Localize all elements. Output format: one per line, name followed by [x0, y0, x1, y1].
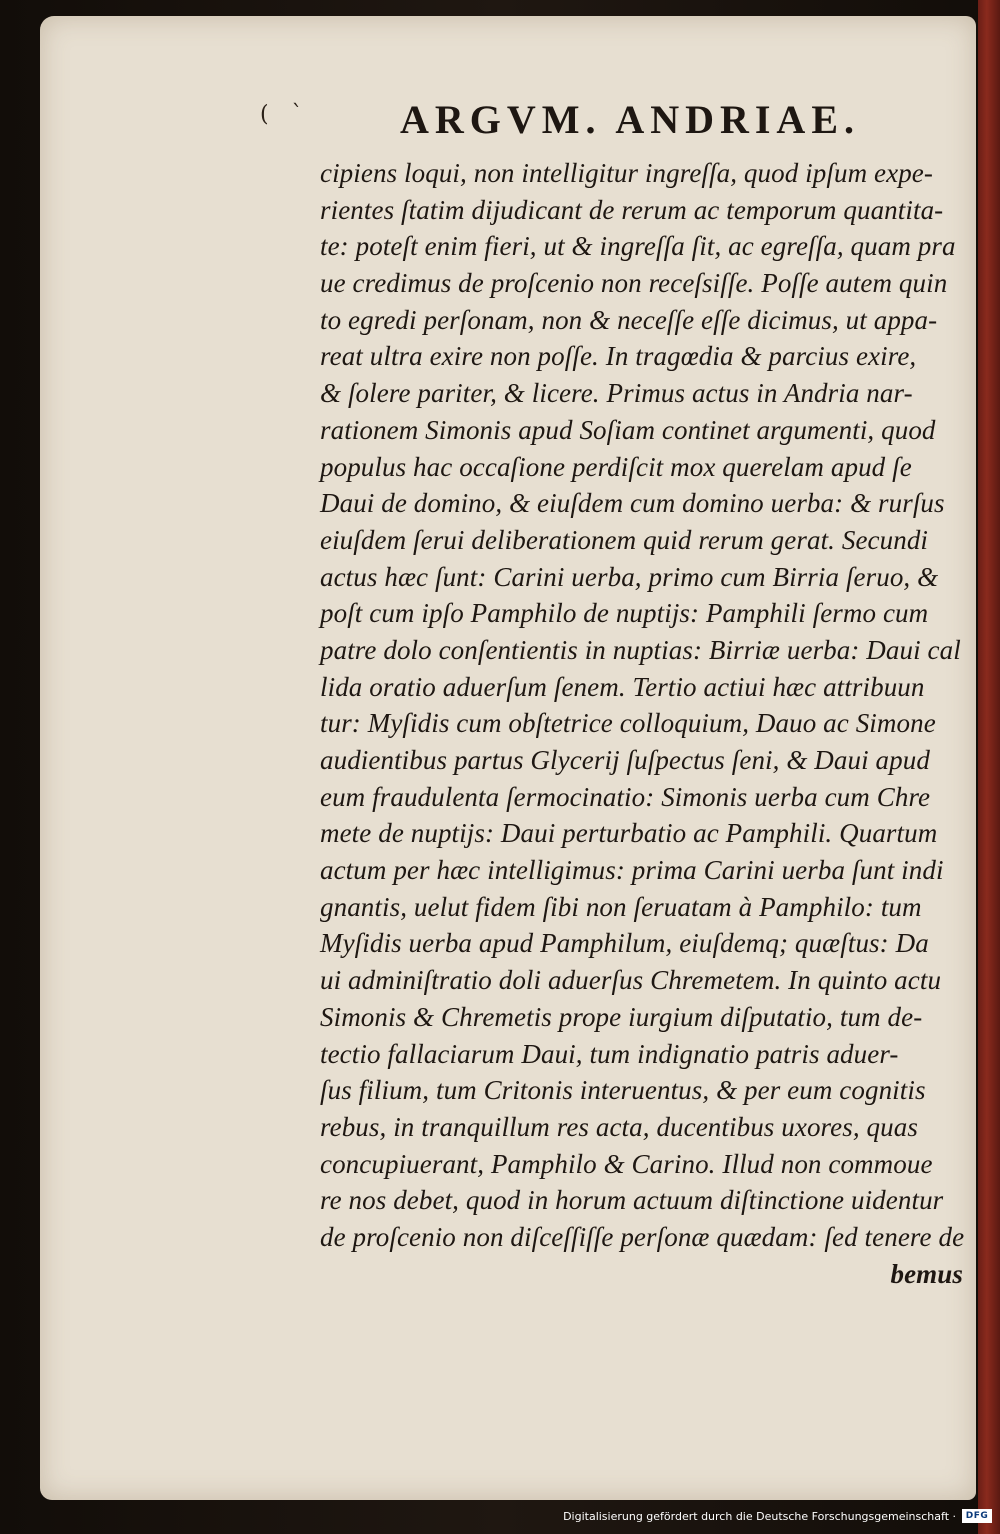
text-line: rationem Simonis apud Soſiam continet argumenti, quod: [320, 414, 936, 445]
text-line: actum per hæc intelligimus: prima Carini uerba ſunt indi: [320, 855, 944, 886]
text-line: ui adminiſtratio doli aduerſus Chremetem. In quinto actu: [320, 965, 942, 996]
text-line: to egredi perſonam, non & neceſſe eſſe dicimus, ut appa-: [320, 304, 938, 335]
text-line: actus hæc ſunt: Carini uerba, primo cum Birria ſeruo, &: [320, 561, 939, 592]
text-line: tur: Myſidis cum obſtetrice colloquium, Dauo ac Simone: [320, 708, 936, 739]
text-line: eiuſdem ſerui deliberationem quid rerum gerat. Secundi: [320, 524, 929, 555]
text-line: ſus filium, tum Critonis interuentus, & per eum cognitis: [320, 1075, 926, 1106]
text-line: populus hac occaſione perdiſcit mox querelam apud ſe: [320, 451, 912, 482]
dfg-logo-icon: DFG: [962, 1509, 992, 1523]
text-line: Myſidis uerba apud Pamphilum, eiuſdemq; quæſtus: Da: [320, 928, 929, 959]
text-line: lida oratio aduerſum ſenem. Tertio actiui hæc attribuun: [320, 671, 925, 702]
text-line: Simonis & Chremetis prope iurgium diſputatio, tum de-: [320, 1001, 923, 1032]
body-text: [320, 155, 975, 1295]
text-line: mete de nuptijs: Daui perturbatio ac Pamphili. Quartum: [320, 818, 938, 849]
text-line: gnantis, uelut fidem ſibi non ſeruatam à Pamphilo: tum: [320, 891, 922, 922]
text-line: tectio fallaciarum Daui, tum indignatio patris aduer-: [320, 1038, 899, 1069]
text-line: & ſolere pariter, & licere. Primus actus in Andria nar-: [320, 378, 913, 409]
text-line: Daui de domino, & eiuſdem cum domino uerba: & rurſus: [320, 488, 945, 519]
running-title: ARGVM. ANDRIAE.: [400, 97, 860, 142]
text-line: cipiens loqui, non intelligitur ingreſſa, quod ipſum expe-: [320, 158, 933, 188]
text-line: concupiuerant, Pamphilo & Carino. Illud non commoue: [320, 1148, 933, 1179]
digitization-credit: [563, 1504, 992, 1528]
text-line: audientibus partus Glycerij ſuſpectus ſeni, & Daui apud: [320, 745, 930, 775]
running-head: [40, 96, 976, 146]
text-line: de proſcenio non diſceſſiſſe perſonæ quædam: ſed tenere de: [320, 1221, 965, 1252]
text-line: te: poteſt enim fieri, ut & ingreſſa ſit, ac egreſſa, quam pra: [320, 231, 956, 262]
text-line: re nos debet, quod in horum actuum diſtinctione uidentur: [320, 1185, 944, 1216]
binding-edge: [978, 0, 1000, 1534]
text-line: reat ultra exire non poſſe. In tragœdia & parcius exire,: [320, 341, 917, 372]
page-content: [40, 16, 976, 1500]
text-line: eum fraudulenta ſermocinatio: Simonis uerba cum Chre: [320, 781, 931, 812]
credit-text: Digitalisierung gefördert durch die Deutsche Forschungsgemeinschaft ·: [563, 1509, 956, 1523]
text-line: ue credimus de proſcenio non receſsiſſe. Poſſe autem quin: [320, 268, 948, 299]
text-line: patre dolo conſentientis in nuptias: Birriæ uerba: Daui cal: [320, 634, 961, 665]
folio-mark: ( `: [260, 102, 311, 127]
book-page: [40, 16, 976, 1500]
catchword: bemus: [890, 1258, 963, 1289]
text-line: rebus, in tranquillum res acta, ducentibus uxores, quas: [320, 1111, 918, 1142]
text-line: rientes ſtatim dijudicant de rerum ac temporum quantita-: [320, 194, 944, 225]
text-line: poſt cum ipſo Pamphilo de nuptijs: Pamphili ſermo cum: [320, 598, 929, 629]
